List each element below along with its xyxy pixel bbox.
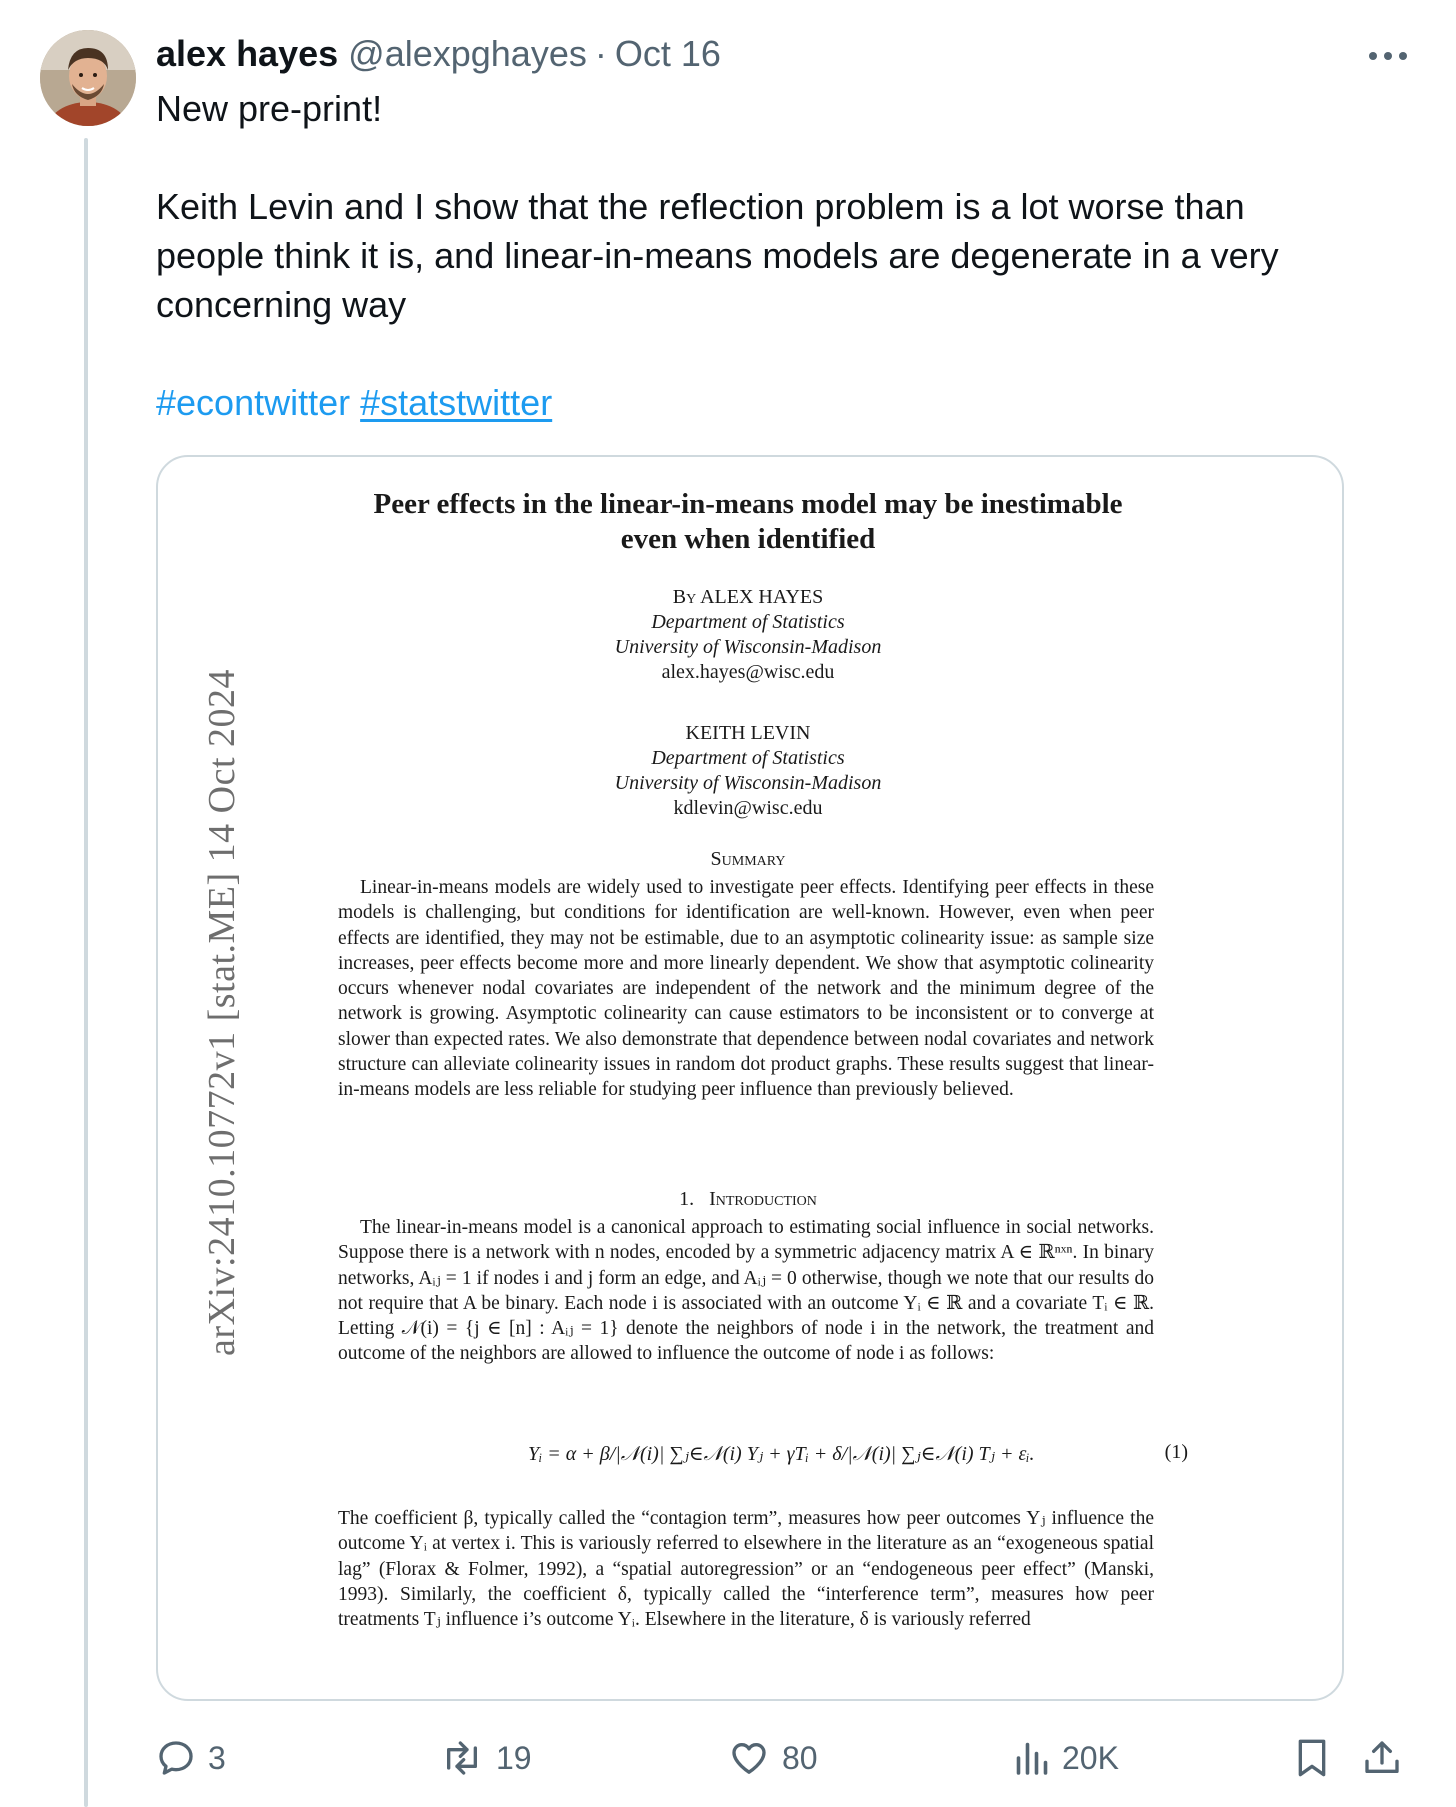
- tweet-line-1: New pre-print!: [156, 88, 383, 129]
- like-count: 80: [782, 1739, 818, 1776]
- hashtags: [156, 378, 1356, 427]
- reply-icon: [156, 1738, 196, 1778]
- summary-heading: Summary: [710, 848, 786, 870]
- paper-title-line-1: Peer effects in the linear-in-means model may be inestimable: [373, 488, 1123, 520]
- author1-by: By: [672, 586, 697, 608]
- hashtag-statstwitter[interactable]: #statstwitter: [360, 382, 553, 423]
- after-equation-text: [338, 1506, 1154, 1632]
- author2-dept: Department of Statistics: [651, 747, 845, 769]
- intro-paragraph: The linear-in-means model is a canonical approach to estimating social influence in social networks. Suppose there is a network with n nodes, encoded by a symmetric adjacency matrix A ∈ ℝⁿˣⁿ. In binary networks, Aᵢⱼ = 1 if nodes i and j form an edge, and Aᵢⱼ = 0 otherwise, though we note that our results do not require that A be binary. Each node i is associated with an outcome Yᵢ ∈ ℝ and a covariate Tᵢ ∈ ℝ. Letting 𝒩(i) = {j ∈ [n] : Aᵢⱼ = 1} denote the neighbors of node i in the network, the treatment and outcome of the neighbors are allowed to influence the outcome of node i as follows:: [338, 1217, 1154, 1365]
- intro-text: [338, 1215, 1154, 1367]
- summary-text: [338, 875, 1154, 1103]
- media-image[interactable]: [156, 455, 1344, 1701]
- repost-count: 19: [496, 1739, 532, 1776]
- thread-line: [84, 138, 88, 1807]
- paper-title-line-2: even when identified: [620, 523, 876, 555]
- tweet-text: [156, 84, 1356, 427]
- repost-icon: [440, 1738, 484, 1778]
- tweet-line-2: Keith Levin and I show that the reflection problem is a lot worse than people think it is, and linear-in-means models are degenerate in a very concerning way: [156, 186, 1279, 325]
- tweet-header: [156, 30, 721, 78]
- paper-title: [308, 487, 1188, 557]
- avatar-image: [40, 30, 136, 126]
- intro-heading: [308, 1187, 1188, 1212]
- repost-button[interactable]: [440, 1730, 532, 1786]
- author1-univ: University of Wisconsin-Madison: [614, 636, 882, 658]
- hashtag-econtwitter[interactable]: #econtwitter: [156, 382, 351, 423]
- more-icon: [1368, 51, 1408, 61]
- equation-1: [308, 1415, 1188, 1495]
- author1-dept: Department of Statistics: [651, 611, 845, 633]
- after-equation-paragraph: The coefficient β, typically called the “contagion term”, measures how peer outcomes Yⱼ influence the outcome Yᵢ at vertex i. This is variously referred to elsewhere in the literature as an “exogeneous spatial lag” (Florax & Folmer, 1992), a “spatial autoregression” or an “endogeneous peer effect” (Manski, 1993). Similarly, the coefficient δ, typically called the “interference term”, measures how peer treatments Tⱼ influence i’s outcome Yᵢ. Elsewhere in the literature, δ is variously referred: [338, 1508, 1154, 1631]
- author1-block: [308, 585, 1188, 685]
- reply-count: 3: [208, 1739, 226, 1776]
- author2-univ: University of Wisconsin-Madison: [614, 772, 882, 794]
- author2-email: kdlevin@wisc.edu: [673, 797, 823, 819]
- heart-icon: [728, 1738, 770, 1778]
- bookmark-button[interactable]: [1294, 1730, 1330, 1786]
- author2-block: [308, 721, 1188, 821]
- summary-paragraph: Linear-in-means models are widely used to investigate peer effects. Identifying peer effects in these models is challenging, but conditions for identification are well-known. However, even when peer effects are identified, they may not be estimable, due to an asymptotic colinearity issue: as sample size increases, peer effects become more and more linearly dependent. We show that asymptotic colinearity occurs whenever nodal covariates are independent of the network and the minimum degree of the network is growing. Asymptotic colinearity can cause estimators to be inconsistent or to converge at slower than expected rates. We also demonstrate that dependence between nodal covariates and network structure can alleviate colinearity issues in random dot product graphs. These results suggest that linear-in-means models are less reliable for studying peer influence than previously believed.: [338, 877, 1154, 1101]
- analytics-icon: [1014, 1740, 1050, 1776]
- reply-button[interactable]: [156, 1730, 226, 1786]
- author1-email: alex.hayes@wisc.edu: [661, 661, 835, 683]
- arxiv-stamp: arXiv:2410.10772v1 [stat.ME] 14 Oct 2024: [201, 668, 243, 1356]
- equation-expression: Yᵢ = α + β/|𝒩(i)| ∑ⱼ∈𝒩(i) Yⱼ + γTᵢ + δ/|𝒩(i)| ∑ⱼ∈𝒩(i) Tⱼ + εᵢ.: [528, 1443, 1035, 1465]
- bookmark-icon: [1294, 1738, 1330, 1778]
- views-button[interactable]: [1014, 1730, 1119, 1786]
- paper-page: [158, 457, 1342, 1699]
- author1-name: ALEX HAYES: [700, 586, 824, 608]
- intro-heading-number: 1.: [679, 1188, 695, 1210]
- author-handle[interactable]: @alexpghayes: [348, 33, 587, 74]
- more-options-button[interactable]: [1360, 36, 1416, 76]
- like-button[interactable]: [728, 1730, 818, 1786]
- intro-heading-text: Introduction: [709, 1188, 817, 1210]
- author2-name: KEITH LEVIN: [685, 722, 811, 744]
- author-name[interactable]: alex hayes: [156, 33, 339, 74]
- share-button[interactable]: [1362, 1730, 1402, 1786]
- tweet-date[interactable]: Oct 16: [614, 33, 721, 74]
- separator-dot: ·: [594, 33, 607, 74]
- views-count: 20K: [1062, 1739, 1119, 1776]
- share-icon: [1362, 1738, 1402, 1778]
- equation-number: (1): [1164, 1441, 1188, 1463]
- action-bar: [156, 1730, 1416, 1786]
- avatar[interactable]: [40, 30, 136, 126]
